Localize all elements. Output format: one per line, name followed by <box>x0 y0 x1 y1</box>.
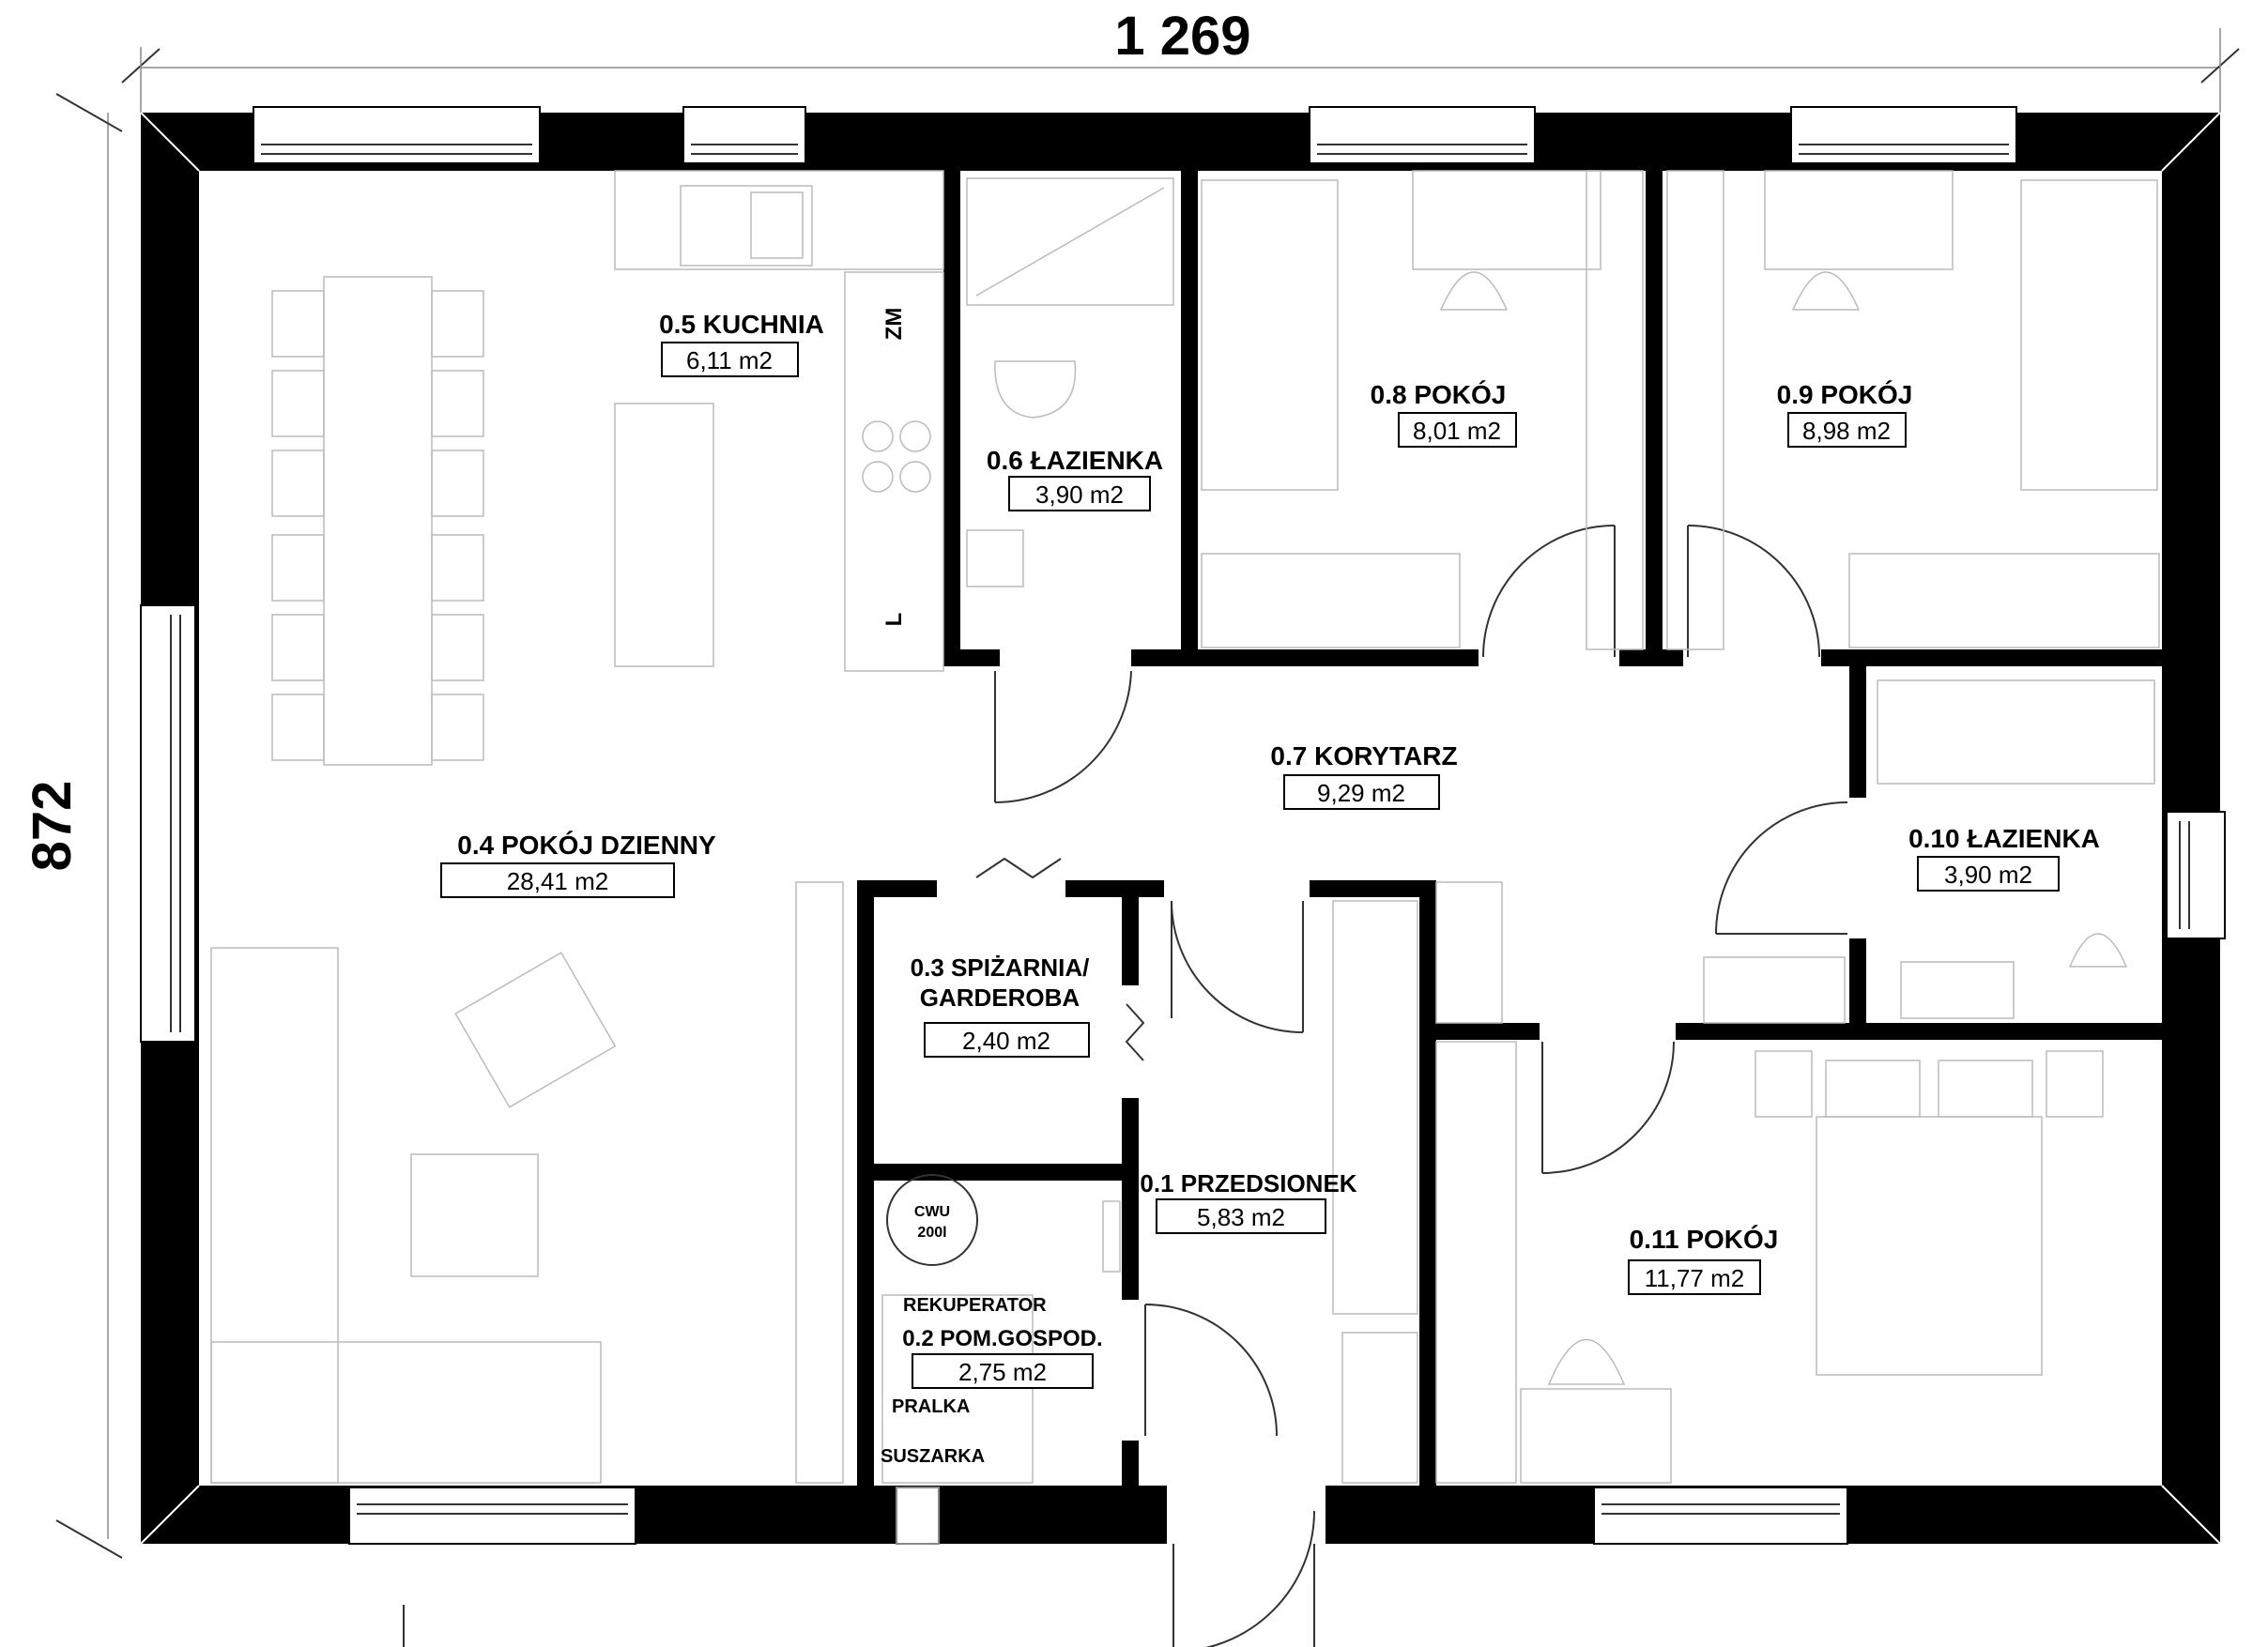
living-furniture <box>211 882 843 1483</box>
area-kitchen: 6,11 m2 <box>685 346 774 374</box>
room-label-kitchen: 0.5 KUCHNIA <box>659 310 824 339</box>
room-label-room-011: 0.11 POKÓJ <box>1629 1225 1779 1254</box>
room-label-room-09: 0.9 POKÓJ <box>1776 380 1913 409</box>
room-label-bathroom-06: 0.6 ŁAZIENKA <box>986 446 1164 475</box>
area-utility: 2,75 m2 <box>958 1358 1047 1386</box>
room-label-bathroom-010: 0.10 ŁAZIENKA <box>1908 824 2100 853</box>
area-room-08: 8,01 m2 <box>1413 417 1501 445</box>
dining-set <box>272 277 483 765</box>
bedroom-furniture <box>1202 171 2159 649</box>
room-label-living: 0.4 POKÓJ DZIENNY <box>457 831 716 860</box>
room-label-pantry-line1: 0.3 SPIŻARNIA/ <box>910 953 1090 982</box>
area-room-011: 11,77 m2 <box>1644 1264 1745 1292</box>
cwu-capacity-label: 200l <box>917 1225 947 1241</box>
recuperator-label: REKUPERATOR <box>903 1295 1047 1316</box>
bedroom-011-furniture <box>1436 1042 2103 1483</box>
kitchen-furniture <box>615 171 943 671</box>
height-dimension-label: 872 <box>22 780 83 872</box>
room-labels <box>441 307 2100 1388</box>
area-bathroom-06: 3,90 m2 <box>1035 480 1124 509</box>
area-vestibule: 5,83 m2 <box>1197 1203 1285 1231</box>
washer-label: PRALKA <box>892 1396 971 1417</box>
dishwasher-label: L <box>881 612 907 627</box>
area-corridor: 9,29 m2 <box>1317 779 1405 807</box>
width-dimension-label: 1 269 <box>1114 6 1251 67</box>
room-label-utility: 0.2 POM.GOSPOD. <box>902 1326 1103 1351</box>
room-label-vestibule: 0.1 PRZEDSIONEK <box>1140 1169 1357 1197</box>
area-pantry: 2,40 m2 <box>962 1027 1050 1055</box>
room-label-room-08: 0.8 POKÓJ <box>1370 380 1507 409</box>
dimension-lines <box>56 28 2239 1558</box>
area-living: 28,41 m2 <box>506 867 609 895</box>
dryer-label: SUSZARKA <box>881 1446 986 1467</box>
area-bathroom-010: 3,90 m2 <box>1944 861 2032 889</box>
doors <box>976 526 1847 1647</box>
area-room-09: 8,98 m2 <box>1802 417 1891 445</box>
room-label-pantry-line2: GARDEROBA <box>919 984 1080 1012</box>
cwu-label: CWU <box>913 1204 951 1220</box>
bathroom-06-fixtures <box>967 178 1173 587</box>
room-label-corridor: 0.7 KORYTARZ <box>1270 741 1458 770</box>
fridge-label: ZM <box>881 307 907 341</box>
